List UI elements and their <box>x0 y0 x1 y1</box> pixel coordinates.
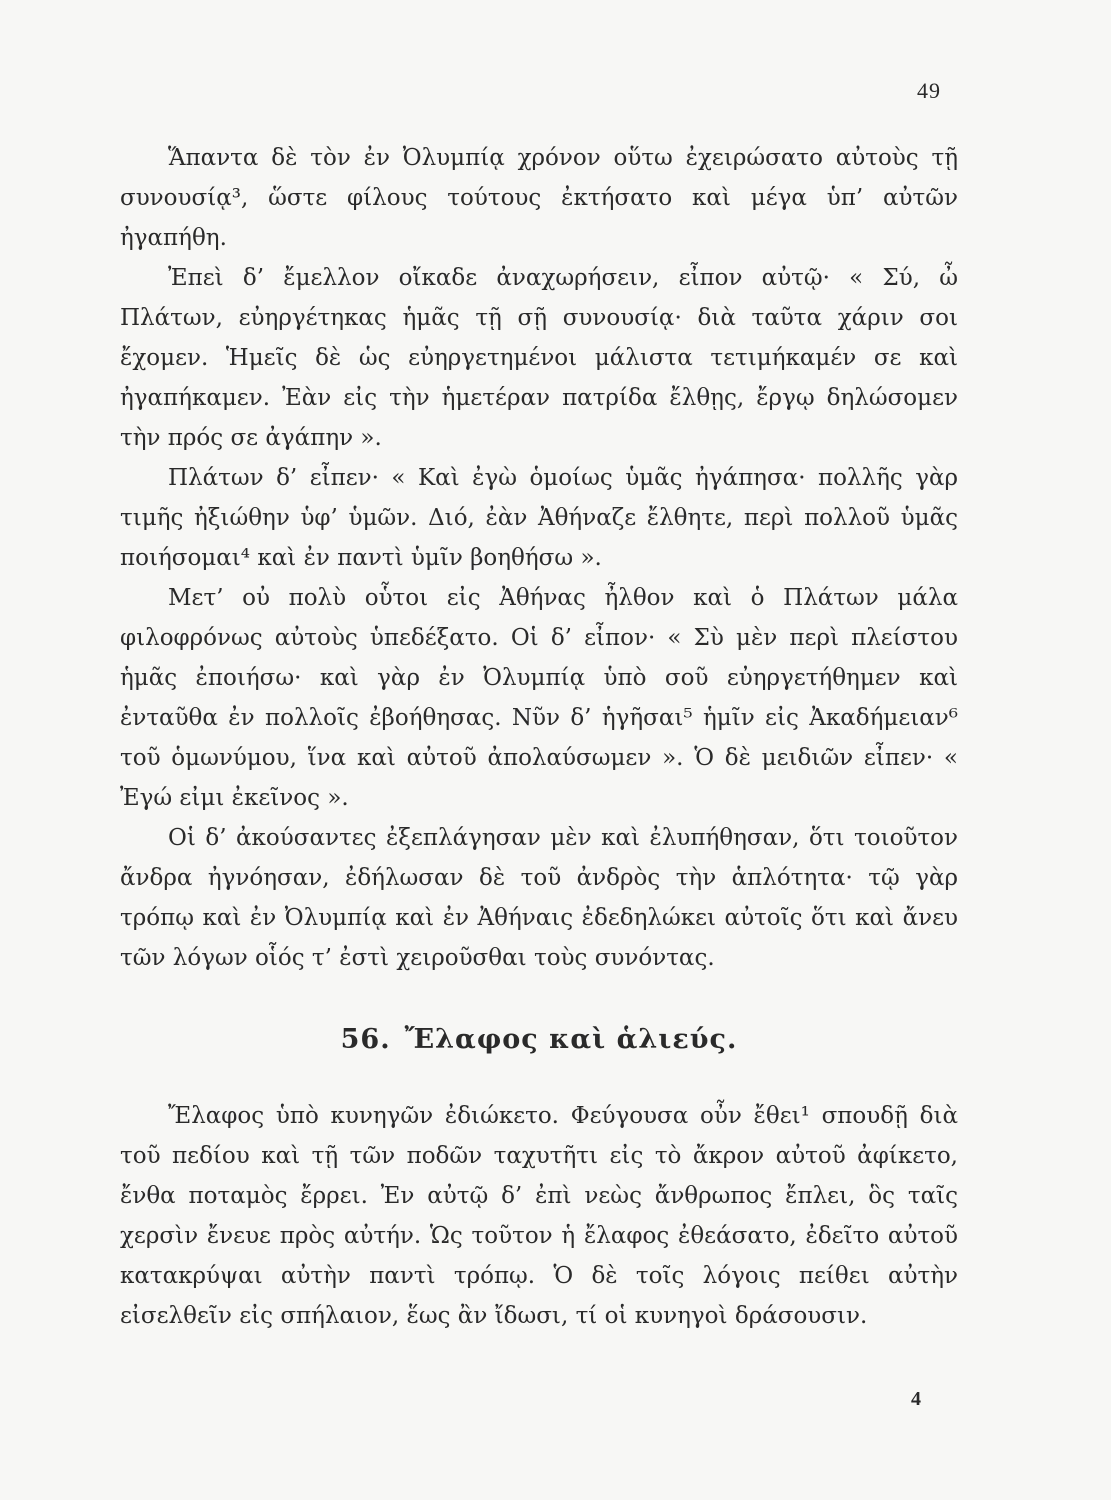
section-heading <box>120 1024 958 1055</box>
paragraph: Μετ’ οὐ πολὺ οὗτοι εἰς Ἀθήνας ἦλθον καὶ ὁ Πλάτων μάλα φιλοφρόνως αὐτοὺς ὑπεδέξατο. Οἱ δ’ εἶπον· « Σὺ μὲν περὶ πλείστου ἡμᾶς ἐποιήσω· καὶ γὰρ ἐν Ὀλυμπίᾳ ὑπὸ σοῦ εὐηργετήθημεν καὶ ἐνταῦθα ἐν πολλοῖς ἐβοήθησας. Νῦν δ’ ἡγῆσαι⁵ ἡμῖν εἰς Ἀκαδήμειαν⁶ τοῦ ὁμωνύμου, ἵνα καὶ αὐτοῦ ἀπολαύσωμεν ». Ὁ δὲ μειδιῶν εἶπεν· « Ἐγώ εἰμι ἐκεῖνος ». <box>120 585 958 811</box>
paragraph: Πλάτων δ’ εἶπεν· « Καὶ ἐγὼ ὁμοίως ὑμᾶς ἠγάπησα· πολλῆς γὰρ τιμῆς ἠξιώθην ὑφ’ ὑμῶν. Διό, ἐὰν Ἀθήναζε ἔλθητε, περὶ πολλοῦ ὑμᾶς ποιήσομαι⁴ καὶ ἐν παντὶ ὑμῖν βοηθήσω ». <box>120 465 958 571</box>
paragraph: Οἱ δ’ ἀκούσαντες ἐξεπλάγησαν μὲν καὶ ἐλυπήθησαν, ὅτι τοιοῦτον ἄνδρα ἠγνόησαν, ἐδήλωσαν δὲ τοῦ ἀνδρὸς τὴν ἁπλότητα· τῷ γὰρ τρόπῳ καὶ ἐν Ὀλυμπίᾳ καὶ ἐν Ἀθήναις ἐδεδηλώκει αὐτοῖς ὅτι καὶ ἄνευ τῶν λόγων οἷός τ’ ἐστὶ χειροῦσθαι τοὺς συνόντας. <box>120 825 958 971</box>
section-number: 56. <box>340 1024 391 1055</box>
signature-mark: 4 <box>911 1388 921 1410</box>
section-title: Ἔλαφος καὶ ἁλιεύς. <box>404 1024 738 1055</box>
text-body-top <box>120 138 958 978</box>
paragraph: Ἅπαντα δὲ τὸν ἐν Ὀλυμπίᾳ χρόνον οὕτω ἐχειρώσατο αὐτοὺς τῇ συνουσίᾳ³, ὥστε φίλους τούτους ἐκτήσατο καὶ μέγα ὑπ’ αὐτῶν ἠγαπήθη. <box>120 145 958 251</box>
paragraph: Ἐπεὶ δ’ ἔμελλον οἴκαδε ἀναχωρήσειν, εἶπον αὐτῷ· « Σύ, ὦ Πλάτων, εὐηργέτηκας ἡμᾶς τῇ σῇ συνουσίᾳ· διὰ ταῦτα χάριν σοι ἔχομεν. Ἡμεῖς δὲ ὡς εὐηργετημένοι μάλιστα τετιμήκαμέν σε καὶ ἠγαπήκαμεν. Ἐὰν εἰς τὴν ἡμετέραν πατρίδα ἔλθῃς, ἔργῳ δηλώσομεν τὴν πρός σε ἀγάπην ». <box>120 265 958 451</box>
text-body-bottom <box>120 1096 958 1336</box>
paragraph: Ἔλαφος ὑπὸ κυνηγῶν ἐδιώκετο. Φεύγουσα οὖν ἔθει¹ σπουδῇ διὰ τοῦ πεδίου καὶ τῇ τῶν ποδῶν ταχυτῆτι εἰς τὸ ἄκρον αὐτοῦ ἀφίκετο, ἔνθα ποταμὸς ἔρρει. Ἐν αὐτῷ δ’ ἐπὶ νεὼς ἄνθρωπος ἔπλει, ὃς ταῖς χερσὶν ἔνευε πρὸς αὐτήν. Ὡς τοῦτον ἡ ἔλαφος ἐθεάσατο, ἐδεῖτο αὐτοῦ κατακρύψαι αὐτὴν παντὶ τρόπῳ. Ὁ δὲ τοῖς λόγοις πείθει αὐτὴν εἰσελθεῖν εἰς σπήλαιον, ἕως ἂν ἴδωσι, τί οἱ κυνηγοὶ δράσουσιν. <box>120 1103 958 1329</box>
page-number: 49 <box>917 78 941 103</box>
